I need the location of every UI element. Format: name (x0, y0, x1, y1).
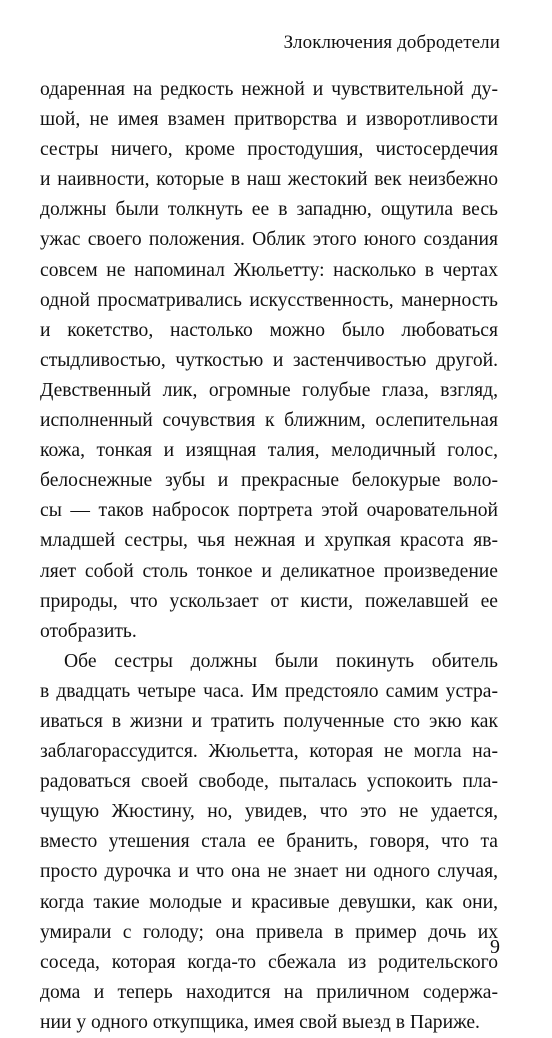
text-line: младшей сестры, чья нежная и хрупкая красота яв- (40, 530, 498, 552)
text-line: заблагорассудится. Жюльетта, которая не могла на- (40, 741, 498, 763)
text-line: шой, не имея взамен притворства и изворотливости (40, 109, 498, 131)
text-line: и наивности, которые в наш жестокий век неизбежно (40, 169, 498, 191)
text-line: иваться в жизни и тратить полученные сто экю как (40, 710, 498, 732)
text-line: когда такие молодые и красивые девушки, как они, (40, 891, 498, 913)
text-line: ляет собой столь тонкое и деликатное произведение (40, 560, 498, 582)
text-line: исполненный сочувствия к ближним, ослепительная (40, 410, 498, 432)
text-line: ужас своего положения. Облик этого юного создания (40, 229, 498, 251)
text-line: отобразить. (40, 620, 137, 642)
text-line: белоснежные зубы и прекрасные белокурые воло- (40, 470, 498, 492)
text-line: стыдливостью, чуткостью и застенчивостью другой. (40, 349, 498, 371)
text-line: радоваться своей свободе, пыталась успокоить пла- (40, 771, 498, 793)
text-line: природы, что ускользает от кисти, пожелавшей ее (40, 590, 498, 612)
text-line: чущую Жюстину, но, увидев, что это не удается, (40, 801, 498, 823)
text-line: в двадцать четыре часа. Им предстояло самим устра- (40, 680, 498, 702)
text-line: дома и теперь находится на приличном содержа- (40, 981, 498, 1003)
text-line: умирали с голоду; она привела в пример дочь их (40, 921, 498, 943)
text-line: одной просматривались искусственность, манерность (40, 289, 498, 311)
text-line: кожа, тонкая и изящная талия, мелодичный голос, (40, 440, 498, 462)
text-line: нии у одного откупщика, имея свой выезд в Париже. (40, 1011, 480, 1033)
text-line: вместо утешения стала ее бранить, говоря, что та (40, 831, 498, 853)
text-line: просто дурочка и что она не знает ни одного случая, (40, 861, 498, 883)
body-text (40, 75, 498, 1038)
text-line: одаренная на редкость нежной и чувствительной ду- (40, 79, 498, 100)
text-line: и кокетство, настолько можно было любоваться (40, 319, 498, 341)
text-line: сестры ничего, кроме простодушия, чистосердечия (40, 139, 498, 161)
text-line: Обе сестры должны были покинуть обитель (64, 650, 498, 672)
page-number: 9 (490, 936, 500, 958)
text-line: соседа, которая когда-то сбежала из родительского (40, 951, 498, 973)
text-line: Девственный лик, огромные голубые глаза, взгляд, (40, 379, 498, 401)
running-head: Злоключения добродетели (283, 32, 500, 53)
paragraph (40, 647, 498, 1038)
text-line: сы — таков набросок портрета этой очаровательной (40, 500, 498, 522)
paragraph (40, 75, 498, 647)
text-line: должны были толкнуть ее в западню, ощутила весь (40, 199, 498, 221)
text-line: совсем не напоминал Жюльетту: насколько в чертах (40, 259, 498, 281)
